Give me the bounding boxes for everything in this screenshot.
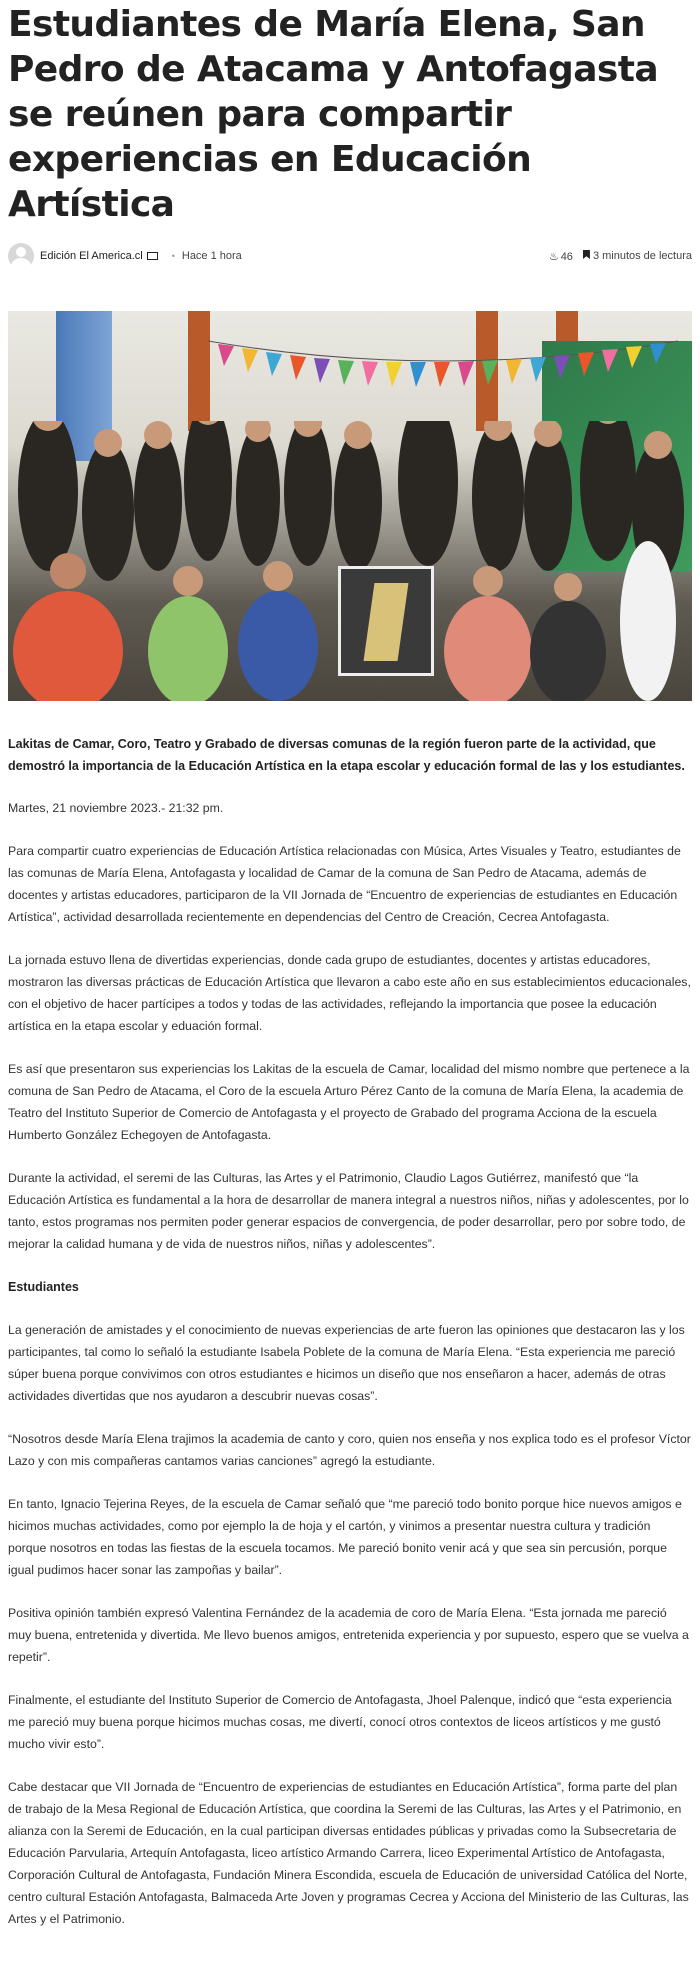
article-paragraph: En tanto, Ignacio Tejerina Reyes, de la escuela de Camar señaló que “me pareció todo bonito porque hice nuevos amigos e hicimos muchas actividades, como por ejemplo la de hoja y el cartón, y vinimos a presentar nuestra cultura y tradición porque nosotros en todas las fiestas de la escuela tocamos. Me pareció bonito venir acá y que sea sin percusión, porque igual pudimos hacer sonar las zampoñas y bailar”. bbox=[8, 1497, 682, 1577]
article-paragraph: Finalmente, el estudiante del Instituto Superior de Comercio de Antofagasta, Jhoel Palenque, indicó que “esta experiencia me pareció muy buena porque hicimos muchas cosas, me divertí, conocí otros contextos de liceos artísticos y me gustó mucho vivir esto”. bbox=[8, 1693, 672, 1751]
article-lead: Lakitas de Camar, Coro, Teatro y Grabado de diversas comunas de la región fueron parte de la actividad, que demostró la importancia de la Educación Artística en la etapa escolar y educación formal de las y los estudiantes. bbox=[8, 737, 685, 773]
article-meta bbox=[8, 241, 692, 271]
bookmark-icon bbox=[583, 250, 590, 259]
article-paragraph: Cabe destacar que VII Jornada de “Encuentro de experiencias de estudiantes en Educación Artística”, forma parte del plan de trabajo de la Mesa Regional de Educación Artística, que coordina la Seremi de las Culturas, las Artes y el Patrimonio, en alianza con la Seremi de Educación, en la cual participan diversas entidades públicas y privadas como la Subsecretaria de Educación Parvularia, Artequín Antofagasta, liceo artístico Armando Carrera, liceo Experimental Artístico de Antofagasta, Corporación Cultural de Antofagasta, Fundación Minera Escondida, escuela de Educación de universidad Católica del Norte, centro cultural Estación Antofagasta, Balmaceda Arte Joven y programas Cecrea y Acciona del Ministerio de las Culturas, las Artes y el Patrimonio. bbox=[8, 1780, 689, 1926]
article-title: Estudiantes de María Elena, San Pedro de Atacama y Antofagasta se reúnen para compartir experiencias en Educación Artística bbox=[8, 4, 659, 225]
photo-pillar bbox=[188, 311, 210, 431]
article-paragraph: Durante la actividad, el seremi de las Culturas, las Artes y el Patrimonio, Claudio Lagos Gutiérrez, manifestó que “la Educación Artística es fundamental a la hora de desarrollar de manera integral a nuestros niños, niñas y adolescentes, por lo tanto, estos programas nos permiten poder generar espacios de convergencia, de poder desarrollar, pero por sobre todo, de mejorar la calidad humana y de vida de nuestros niños, niñas y adolescentes”. bbox=[8, 1171, 689, 1251]
article-paragraph: La jornada estuvo llena de divertidas experiencias, donde cada grupo de estudiantes, docentes y artistas educadores, mostraron las diversas prácticas de Educación Artística que llevaron a cabo este año en sus establecimientos educacionales, con el objetivo de hacer partícipes a todos y todas de las actividades, reflejando la importancia que posee la educación artística en la etapa escolar y eduación formal. bbox=[8, 953, 691, 1033]
article-paragraph: Es así que presentaron sus experiencias los Lakitas de la escuela de Camar, localidad del mismo nombre que pertenece a la comuna de San Pedro de Atacama, el Coro de la escuela Arturo Pérez Canto de la comuna de María Elena, la academia de Teatro del Instituto Superior de Comercio de Antofagasta y el proyecto de Grabado del programa Acciona de la escuela Humberto González Echegoyen de Antofagasta. bbox=[8, 1062, 690, 1142]
article-paragraph: La generación de amistades y el conocimiento de nuevas experiencias de arte fueron las opiniones que destacaron las y los participantes, tal como lo señaló la estudiante Isabela Poblete de la comuna de María Elena. “Esta experiencia me pareció súper buena porque convivimos con otros estudiantes e hicimos un diseño que nos enseñaron a hacer, además de otras actividades divertidas que nos ayudaron a descubrir nuevas cosas”. bbox=[8, 1323, 685, 1403]
article-photo bbox=[8, 311, 692, 701]
author-link[interactable]: Edición El America.cl bbox=[40, 250, 143, 262]
section-heading: Estudiantes bbox=[8, 1280, 79, 1294]
user-avatar-icon[interactable] bbox=[8, 243, 34, 269]
photo-map-poster bbox=[338, 566, 434, 676]
time-ago: Hace 1 hora bbox=[181, 250, 242, 262]
article-stats bbox=[549, 250, 692, 263]
article-paragraph: Para compartir cuatro experiencias de Educación Artística relacionadas con Música, Artes Visuales y Teatro, estudiantes de las comunas de María Elena, Antofagasta y localidad de Camar de la comuna de San Pedro de Atacama, además de docentes y artistas educadores, participaron de la VII Jornada de “Encuentro de experiencias de estudiantes en Educación Artística”, actividad desarrollada recientemente en dependencias del Centro de Creación, Cecrea Antofagasta. bbox=[8, 844, 681, 924]
views-value: 46 bbox=[560, 250, 573, 263]
envelope-icon[interactable] bbox=[147, 252, 158, 260]
article-paragraph: “Nosotros desde María Elena trajimos la academia de canto y coro, quien nos enseña y nos explica todo es el profesor Víctor Lazo y con mis compañeras cantamos varias canciones” agregó la estudiante. bbox=[8, 1432, 691, 1468]
article-date: Martes, 21 noviembre 2023.- 21:32 pm. bbox=[8, 801, 224, 815]
article-paragraph: Positiva opinión también expresó Valentina Fernández de la academia de coro de María Elena. “Esta jornada me pareció muy buena, entretenida y divertida. Me llevo buenos amigos, entretenida experiencia y por supuesto, espero que se vuelva a repetir”. bbox=[8, 1606, 689, 1664]
views-count bbox=[549, 250, 573, 263]
read-time-value: 3 minutos de lectura bbox=[592, 250, 692, 262]
flame-icon: ♨ bbox=[548, 250, 559, 263]
photo-bunting bbox=[208, 336, 678, 396]
read-time bbox=[583, 250, 692, 262]
separator-dot: • bbox=[171, 251, 175, 261]
